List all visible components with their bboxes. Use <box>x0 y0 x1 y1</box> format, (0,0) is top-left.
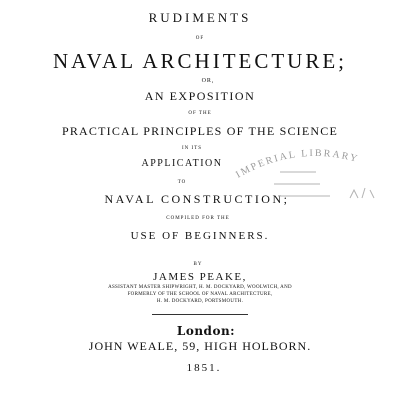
author-credentials-line-2: FORMERLY OF THE SCHOOL OF NAVAL ARCHITECTURE, <box>127 292 273 297</box>
library-stamp-text: IMPERIAL LIBRARY <box>234 147 361 181</box>
subtitle-application: APPLICATION <box>141 158 223 169</box>
subtitle-use: USE OF BEGINNERS. <box>130 230 270 242</box>
publisher: JOHN WEALE, 59, HIGH HOLBORN. <box>88 339 312 353</box>
connector-to: TO <box>177 180 187 185</box>
connector-by: BY <box>193 262 203 267</box>
author-name: JAMES PEAKE, <box>153 271 247 283</box>
connector-compiled: COMPILED FOR THE <box>166 216 230 221</box>
connector-in-its: IN ITS <box>181 146 203 151</box>
author-credentials-line-1: ASSISTANT MASTER SHIPWRIGHT, H. M. DOCKYARD, WOOLWICH, AND <box>108 285 292 290</box>
publication-year: 1851. <box>186 362 222 374</box>
subtitle-naval-construction: NAVAL CONSTRUCTION; <box>104 192 290 206</box>
title-line-1: RUDIMENTS <box>148 10 252 25</box>
connector-or: OR, <box>201 78 215 84</box>
divider-rule <box>152 314 248 315</box>
title-line-2: NAVAL ARCHITECTURE; <box>52 49 348 73</box>
author-credentials-line-3: H. M. DOCKYARD, PORTSMOUTH. <box>156 299 244 304</box>
subtitle-principles: PRACTICAL PRINCIPLES OF THE SCIENCE <box>61 124 339 138</box>
connector-of: OF <box>195 36 205 41</box>
connector-of-the: OF THE <box>188 111 212 116</box>
subtitle-exposition: AN EXPOSITION <box>144 89 256 103</box>
publication-place: London: <box>176 324 236 338</box>
